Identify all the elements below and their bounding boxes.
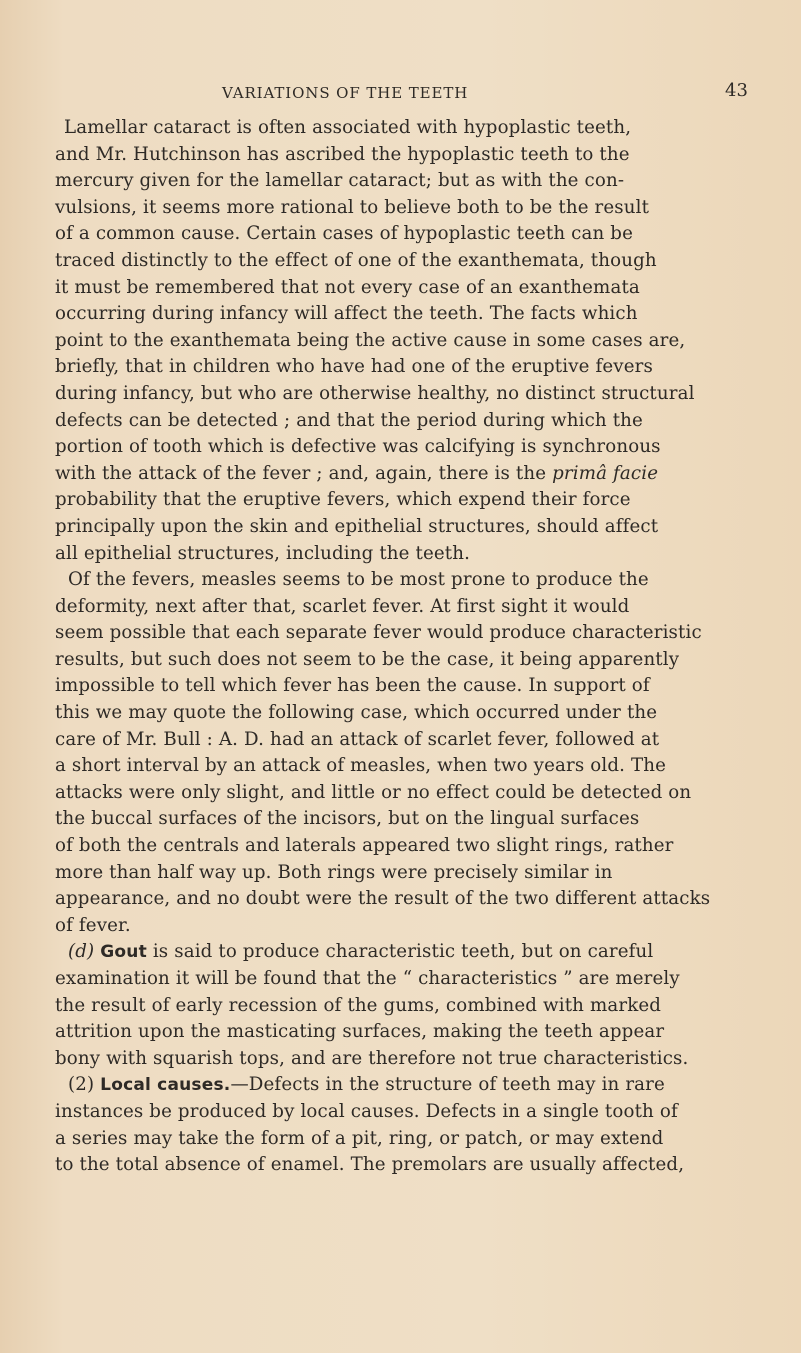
text-line: all epithelial structures, including the teeth.: [55, 542, 471, 564]
text-line: more than half way up. Both rings were precisely similar in: [55, 861, 613, 883]
body-text: [55, 115, 771, 1179]
text-line: and Mr. Hutchinson has ascribed the hypoplastic teeth to the: [55, 143, 630, 165]
text-line: attrition upon the masticating surfaces, making the teeth appear: [55, 1021, 665, 1043]
section-marker: (2): [68, 1074, 95, 1096]
text-line: vulsions, it seems more rational to believe both to be the result: [55, 196, 650, 218]
text-line: bony with squarish tops, and are therefore not true characteristics.: [55, 1047, 689, 1069]
run-in-heading: Local causes.: [100, 1075, 231, 1096]
text-line: a series may take the form of a pit, ring, or patch, or may extend: [55, 1127, 664, 1149]
text-line: Lamellar cataract is often associated with hypoplastic teeth,: [64, 117, 632, 138]
section-marker: (d): [68, 941, 95, 963]
text-line: examination it will be found that the “ characteristics ” are merely: [55, 968, 680, 989]
text-line: seem possible that each separate fever would produce characteristic: [55, 622, 702, 644]
text-line: instances be produced by local causes. Defects in a single tooth of: [55, 1100, 678, 1122]
running-head: [0, 78, 801, 108]
text-line: this we may quote the following case, which occurred under the: [55, 702, 658, 724]
text-run: —Defects in the structure of teeth may in rare: [230, 1074, 665, 1096]
text-line: of both the centrals and laterals appeared two slight rings, rather: [55, 835, 674, 857]
text-line: of fever.: [55, 914, 131, 936]
running-title: VARIATIONS OF THE TEETH: [222, 84, 469, 102]
text-line: principally upon the skin and epithelial structures, should affect: [55, 515, 659, 537]
text-line: portion of tooth which is defective was calcifying is synchronous: [55, 436, 661, 458]
text-line-with-heading: [55, 939, 771, 966]
text-run: is said to produce characteristic teeth, but on careful: [152, 941, 654, 963]
text-line: impossible to tell which fever has been the cause. In support of: [55, 675, 650, 697]
paragraph-gout: [55, 939, 771, 1072]
text-line: briefly, that in children who have had one of the eruptive fevers: [55, 356, 653, 378]
text-line: probability that the eruptive fevers, which expend their force: [55, 489, 631, 511]
text-line: attacks were only slight, and little or no effect could be detected on: [55, 781, 692, 803]
paragraph-fevers: [55, 567, 771, 939]
text-line: defects can be detected ; and that the period during which the: [55, 409, 643, 431]
text-line-with-italic: [55, 461, 771, 488]
text-line: of a common cause. Certain cases of hypoplastic teeth can be: [55, 223, 633, 245]
text-line: appearance, and no doubt were the result of the two different attacks: [55, 888, 711, 910]
text-line: deformity, next after that, scarlet fever. At first sight it would: [55, 595, 630, 617]
text-line-with-heading: [55, 1072, 771, 1099]
text-line: occurring during infancy will affect the teeth. The facts which: [55, 303, 638, 325]
text-line: to the total absence of enamel. The premolars are usually affected,: [55, 1154, 685, 1176]
text-line: a short interval by an attack of measles, when two years old. The: [55, 755, 667, 777]
text-run: with the attack of the fever ; and, again, there is the: [55, 462, 547, 484]
text-line: traced distinctly to the effect of one of the exanthemata, though: [55, 249, 657, 271]
text-line: it must be remembered that not every case of an exanthemata: [55, 276, 640, 298]
text-line: Of the fevers, measles seems to be most prone to produce the: [68, 569, 649, 591]
italic-phrase: primâ facie: [552, 462, 659, 484]
text-line: results, but such does not seem to be the case, it being apparently: [55, 648, 680, 670]
text-line: care of Mr. Bull : A. D. had an attack of scarlet fever, followed at: [55, 728, 660, 750]
text-line: the buccal surfaces of the incisors, but on the lingual surfaces: [55, 808, 640, 830]
run-in-heading: Gout: [100, 942, 147, 963]
text-line: the result of early recession of the gums, combined with marked: [55, 994, 662, 1016]
text-line: point to the exanthemata being the active cause in some cases are,: [55, 329, 686, 351]
paragraph-local-causes: [55, 1072, 771, 1178]
text-line: during infancy, but who are otherwise healthy, no distinct structural: [55, 382, 695, 404]
paragraph-lamellar-cataract: [55, 115, 771, 567]
text-line: mercury given for the lamellar cataract; but as with the con-: [55, 170, 625, 192]
page-number: 43: [725, 80, 748, 101]
